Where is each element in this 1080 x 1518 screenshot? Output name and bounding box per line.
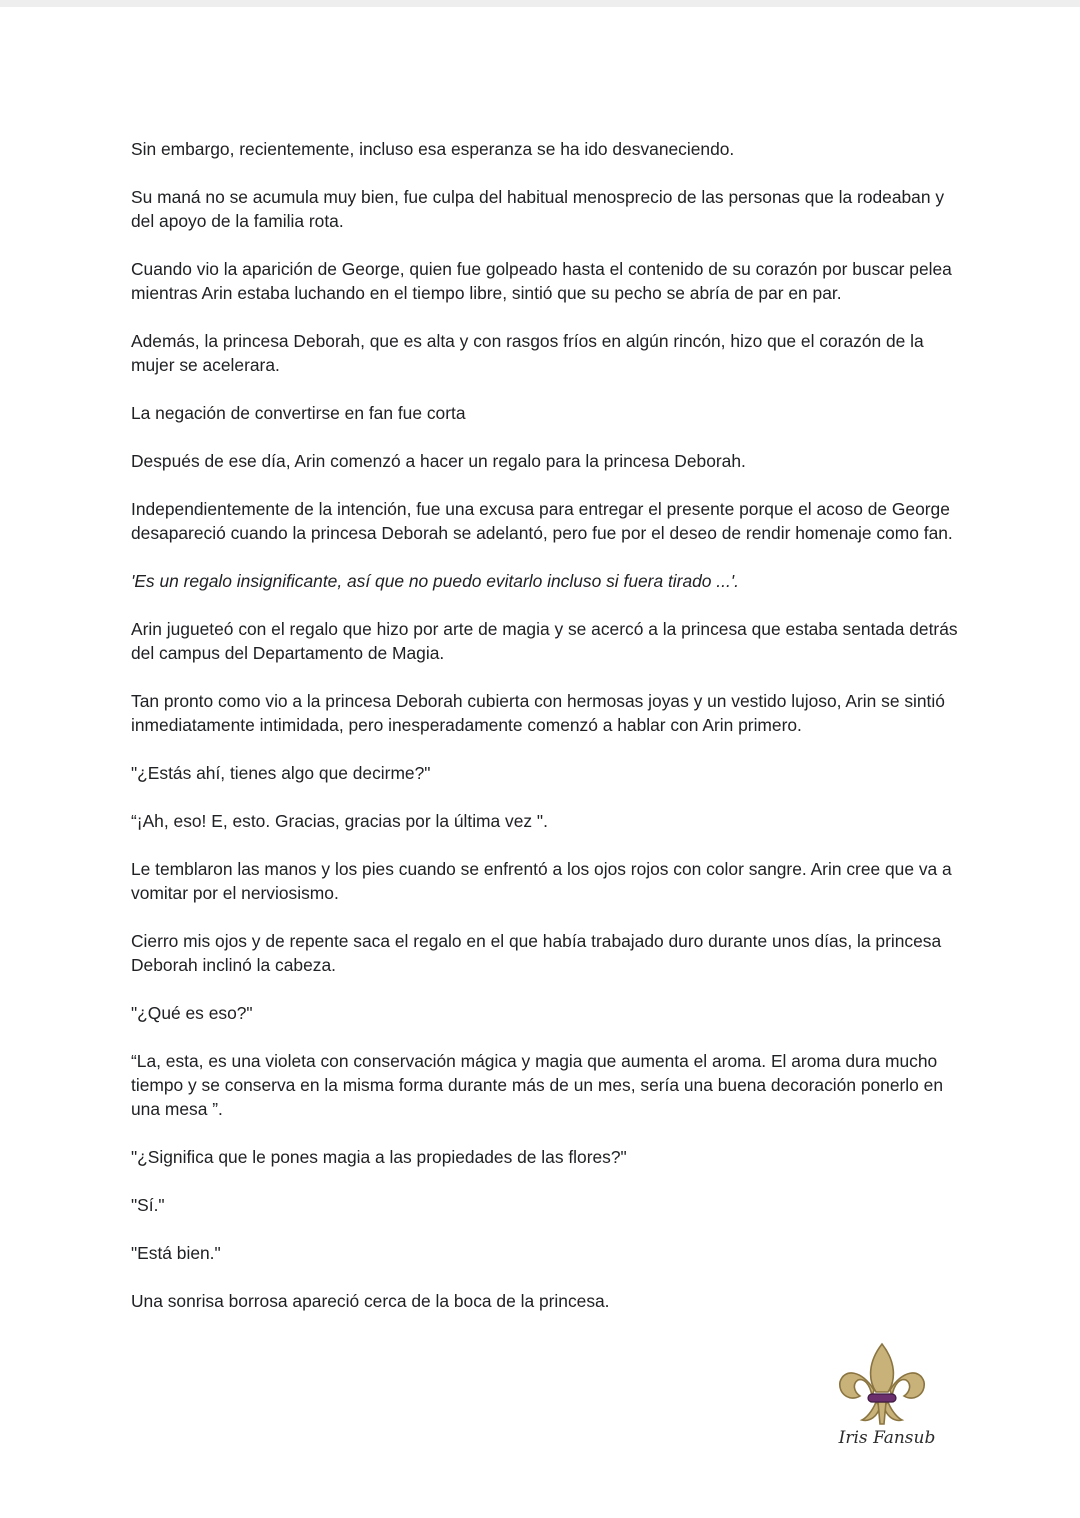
- paragraph-3: Cuando vio la aparición de George, quien fue golpeado hasta el contenido de su corazón por buscar pelea mientras Arin estaba luchando en el tiempo libre, sintió que su pecho se abría de par en par.: [131, 259, 952, 303]
- fleur-de-lis-icon: [832, 1340, 942, 1430]
- paragraph-20: Una sonrisa borrosa apareció cerca de la boca de la princesa.: [131, 1291, 610, 1311]
- paragraph-6: Después de ese día, Arin comenzó a hacer un regalo para la princesa Deborah.: [131, 451, 746, 471]
- paragraph-7: Independientemente de la intención, fue una excusa para entregar el presente porque el acoso de George desapareció cuando la princesa Deborah se adelantó, pero fue por el deseo de rendir homenaje como fan.: [131, 499, 953, 543]
- paragraph-16-dialogue: “La, esta, es una violeta con conservación mágica y magia que aumenta el aroma. El aroma dura mucho tiempo y se conserva en la misma forma durante más de un mes, sería una buena decoración ponerlo en una mesa ”.: [131, 1051, 944, 1119]
- iris-fansub-watermark: [832, 1340, 942, 1460]
- paragraph-19-dialogue: "Está bien.": [131, 1243, 221, 1263]
- paragraph-1: Sin embargo, recientemente, incluso esa esperanza se ha ido desvaneciendo.: [131, 139, 735, 159]
- paragraph-13: Le temblaron las manos y los pies cuando se enfrentó a los ojos rojos con color sangre. Arin cree que va a vomitar por el nerviosismo.: [131, 859, 952, 903]
- paragraph-18-dialogue: "Sí.": [131, 1195, 165, 1215]
- paragraph-5: La negación de convertirse en fan fue corta: [131, 403, 466, 423]
- paragraph-9: Arin jugueteó con el regalo que hizo por arte de magia y se acercó a la princesa que estaba sentada detrás del campus del Departamento de Magia.: [131, 619, 958, 663]
- paragraph-14: Cierro mis ojos y de repente saca el regalo en el que había trabajado duro durante unos días, la princesa Deborah inclinó la cabeza.: [131, 931, 942, 975]
- paragraph-10: Tan pronto como vio a la princesa Deborah cubierta con hermosas joyas y un vestido lujoso, Arin se sintió inmediatamente intimidada, pero inesperadamente comenzó a hablar con Arin primero.: [131, 691, 945, 735]
- paragraph-12-dialogue: “¡Ah, eso! E, esto. Gracias, gracias por la última vez ".: [131, 811, 548, 831]
- top-border: [0, 0, 1080, 7]
- paragraph-15-dialogue: "¿Qué es eso?": [131, 1003, 253, 1023]
- paragraph-4: Además, la princesa Deborah, que es alta y con rasgos fríos en algún rincón, hizo que el corazón de la mujer se acelerara.: [131, 331, 924, 375]
- paragraph-2: Su maná no se acumula muy bien, fue culpa del habitual menosprecio de las personas que la rodeaban y del apoyo de la familia rota.: [131, 187, 945, 231]
- paragraph-11-dialogue: "¿Estás ahí, tienes algo que decirme?": [131, 763, 431, 783]
- paragraph-17-dialogue: "¿Significa que le pones magia a las propiedades de las flores?": [131, 1147, 627, 1167]
- paragraph-8-thought: 'Es un regalo insignificante, así que no puedo evitarlo incluso si fuera tirado ...'.: [131, 571, 739, 591]
- document-body: [131, 137, 961, 1337]
- watermark-text: Iris Fansub: [838, 1428, 936, 1448]
